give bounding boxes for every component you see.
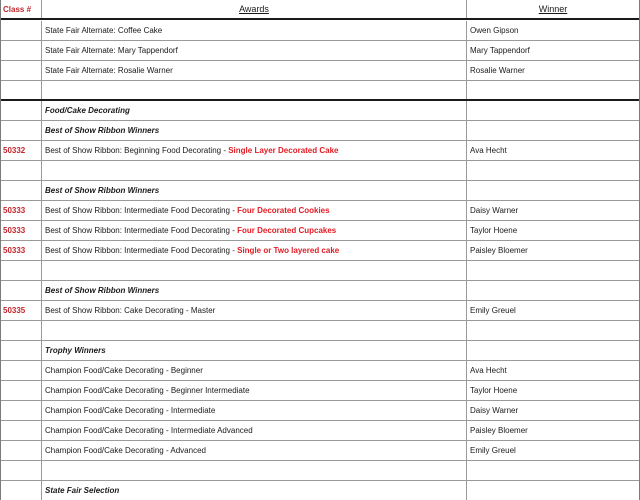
winner-name: Mary Tappendorf <box>470 46 530 55</box>
award-name: Champion Food/Cake Decorating - Beginner <box>45 366 203 375</box>
class-number: 50333 <box>1 241 42 260</box>
award-name: State Fair Alternate: Coffee Cake <box>45 26 163 35</box>
award-cell <box>42 141 467 160</box>
award-category: Four Decorated Cupcakes <box>237 226 337 235</box>
winner-name <box>467 481 639 500</box>
class-number <box>1 321 42 340</box>
winner-column-header-label: Winner <box>538 4 568 14</box>
class-number <box>1 421 42 440</box>
section-row <box>1 181 639 201</box>
winner-name: Taylor Hoene <box>470 386 518 395</box>
class-number <box>1 461 42 480</box>
class-number <box>1 41 42 60</box>
class-number: 50333 <box>1 201 42 220</box>
section-title: Trophy Winners <box>42 341 467 360</box>
table-row <box>1 221 639 241</box>
blank-row <box>1 461 639 481</box>
section-row <box>1 121 639 141</box>
award-category: Single or Two layered cake <box>237 246 340 255</box>
award-cell <box>42 401 467 420</box>
class-column-header: Class # <box>1 0 42 18</box>
winner-name: Rosalie Warner <box>470 66 525 75</box>
award-cell <box>42 221 467 240</box>
award-cell <box>42 201 467 220</box>
table-row <box>1 401 639 421</box>
award-name: Best of Show Ribbon: Intermediate Food Decorating - <box>45 226 238 235</box>
section-row <box>1 281 639 301</box>
class-number <box>1 181 42 200</box>
winner-name: Ava Hecht <box>470 366 507 375</box>
award-cell <box>42 81 467 99</box>
section-title: Best of Show Ribbon Winners <box>42 181 467 200</box>
table-row <box>1 241 639 261</box>
class-number <box>1 81 42 99</box>
winner-name: Emily Greuel <box>470 306 516 315</box>
award-name: State Fair Alternate: Mary Tappendorf <box>45 46 178 55</box>
winner-name <box>467 461 639 480</box>
winner-name <box>467 281 639 300</box>
award-name: Champion Food/Cake Decorating - Advanced <box>45 446 206 455</box>
award-cell <box>42 421 467 440</box>
winner-name: Paisley Bloemer <box>470 246 528 255</box>
winner-name: Taylor Hoene <box>470 226 518 235</box>
winner-name: Paisley Bloemer <box>470 426 528 435</box>
winner-column-header <box>467 0 639 18</box>
award-cell <box>42 361 467 380</box>
awards-column-header <box>42 0 467 18</box>
table-row <box>1 21 639 41</box>
section-row <box>1 341 639 361</box>
class-number <box>1 261 42 280</box>
table-row <box>1 381 639 401</box>
winner-name: Owen Gipson <box>470 26 519 35</box>
award-cell <box>42 461 467 480</box>
section-title: Food/Cake Decorating <box>42 101 467 120</box>
section-title: Best of Show Ribbon Winners <box>42 281 467 300</box>
winner-name <box>467 101 639 120</box>
blank-row <box>1 321 639 341</box>
table-row <box>1 421 639 441</box>
blank-row <box>1 161 639 181</box>
award-cell <box>42 241 467 260</box>
table-row <box>1 361 639 381</box>
class-number <box>1 401 42 420</box>
award-category: Single Layer Decorated Cake <box>228 146 339 155</box>
award-cell <box>42 161 467 180</box>
winner-name <box>467 181 639 200</box>
winner-name <box>467 341 639 360</box>
header-row <box>1 0 639 20</box>
blank-row <box>1 261 639 281</box>
award-cell <box>42 61 467 80</box>
table-row <box>1 441 639 461</box>
class-number: 50333 <box>1 221 42 240</box>
winner-name <box>467 161 639 180</box>
award-cell <box>42 301 467 320</box>
award-cell <box>42 321 467 340</box>
winner-name <box>467 321 639 340</box>
award-cell <box>42 41 467 60</box>
winner-name <box>467 121 639 140</box>
class-number: 50332 <box>1 141 42 160</box>
table-row <box>1 61 639 81</box>
table-row <box>1 141 639 161</box>
award-name: Champion Food/Cake Decorating - Beginner Intermediate <box>45 386 250 395</box>
section-title: Best of Show Ribbon Winners <box>42 121 467 140</box>
table-row <box>1 201 639 221</box>
winner-name: Emily Greuel <box>470 446 516 455</box>
class-number <box>1 281 42 300</box>
award-name: Best of Show Ribbon: Intermediate Food Decorating - <box>45 246 238 255</box>
class-number: 50335 <box>1 301 42 320</box>
table-row <box>1 301 639 321</box>
class-number <box>1 61 42 80</box>
winner-name: Daisy Warner <box>470 206 519 215</box>
class-number <box>1 161 42 180</box>
award-name: Best of Show Ribbon: Intermediate Food Decorating - <box>45 206 238 215</box>
class-number <box>1 361 42 380</box>
section-row <box>1 101 639 121</box>
class-number <box>1 121 42 140</box>
award-cell <box>42 261 467 280</box>
award-name: Champion Food/Cake Decorating - Intermediate Advanced <box>45 426 253 435</box>
award-name: State Fair Alternate: Rosalie Warner <box>45 66 173 75</box>
winner-name <box>467 261 639 280</box>
award-cell <box>42 441 467 460</box>
award-category: Four Decorated Cookies <box>237 206 330 215</box>
winner-name: Daisy Warner <box>470 406 519 415</box>
section-title: State Fair Selection <box>42 481 467 500</box>
award-name: Best of Show Ribbon: Beginning Food Decorating - <box>45 146 229 155</box>
class-number <box>1 21 42 40</box>
winner-name: Ava Hecht <box>470 146 507 155</box>
award-cell <box>42 381 467 400</box>
class-number <box>1 441 42 460</box>
section-row <box>1 481 639 500</box>
awards-column-header-label: Awards <box>239 4 269 14</box>
class-number <box>1 481 42 500</box>
award-name: Best of Show Ribbon: Cake Decorating - Master <box>45 306 216 315</box>
blank-row <box>1 81 639 101</box>
class-number <box>1 341 42 360</box>
class-number <box>1 101 42 120</box>
award-cell <box>42 21 467 40</box>
winner-name <box>467 81 639 99</box>
class-number <box>1 381 42 400</box>
award-name: Champion Food/Cake Decorating - Intermediate <box>45 406 216 415</box>
table-row <box>1 41 639 61</box>
